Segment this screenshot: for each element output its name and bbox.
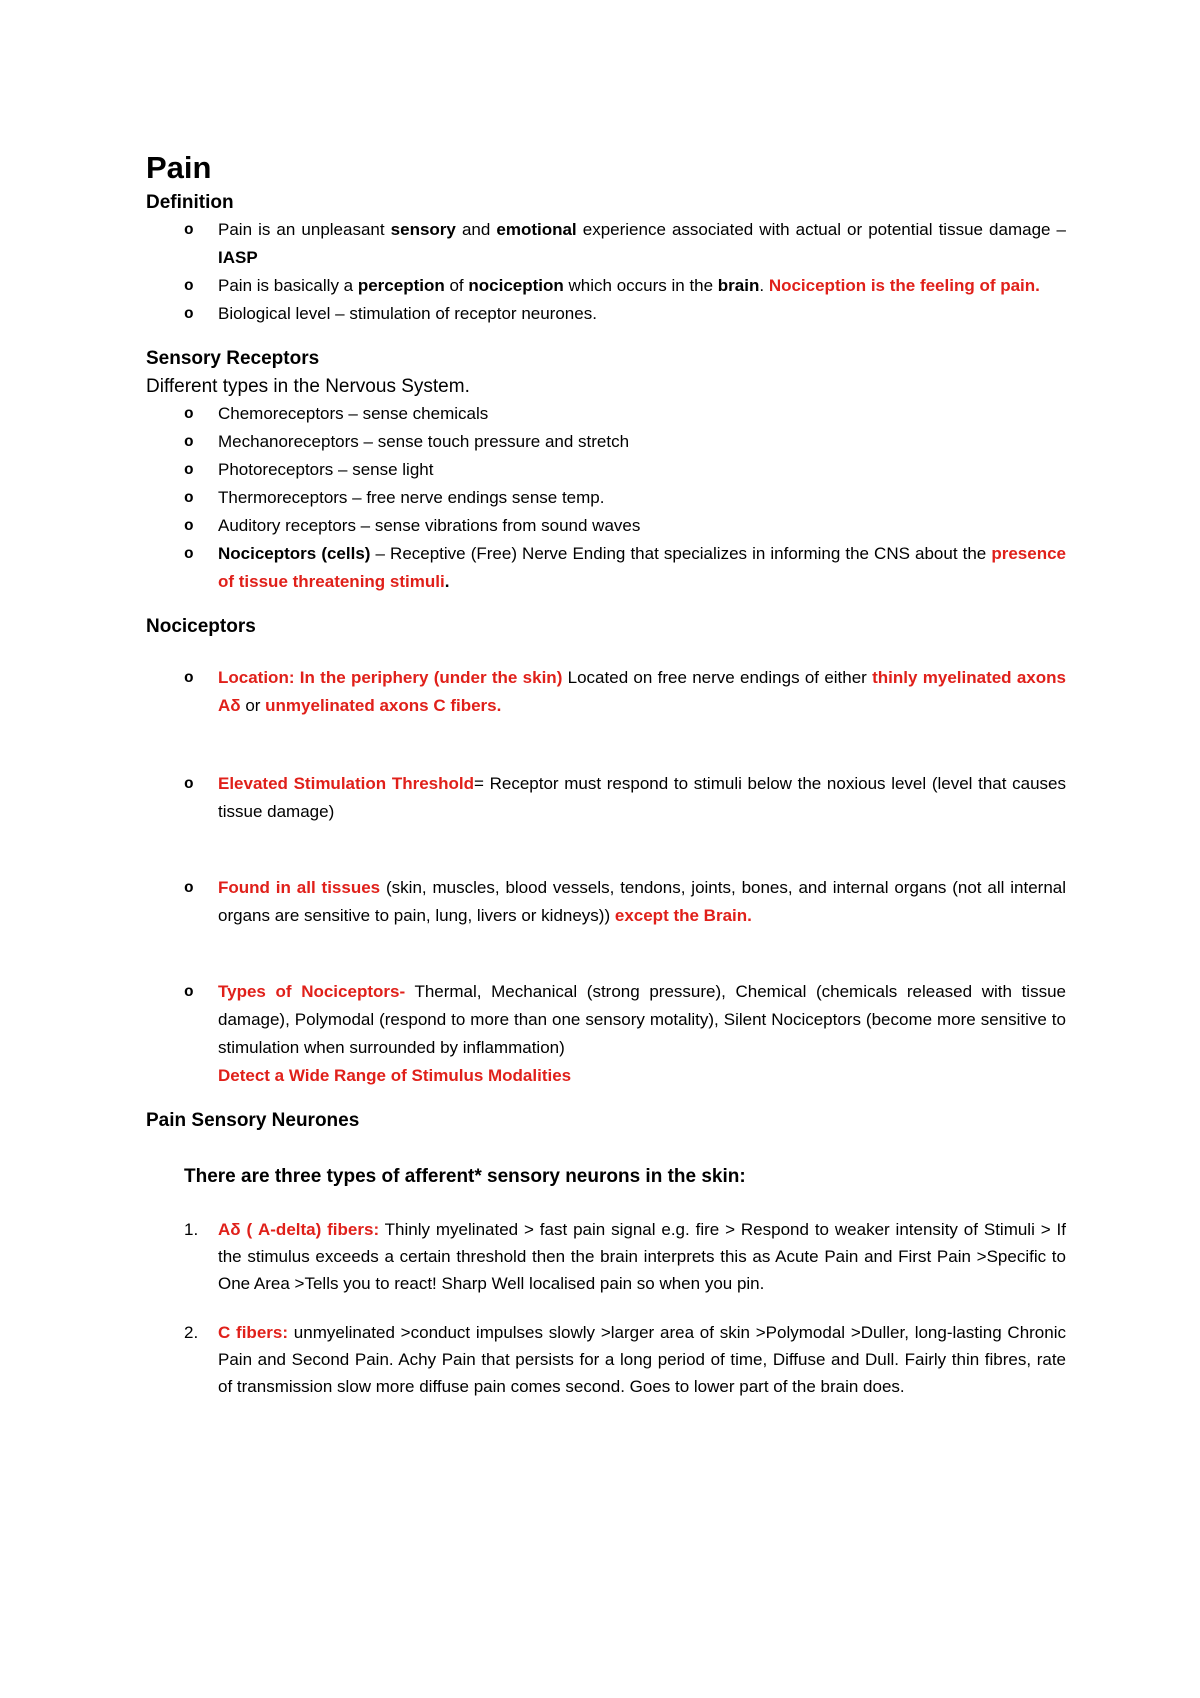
nociceptors-heading: Nociceptors (146, 616, 256, 637)
list-item: o Found in all tissues (skin, muscles, blood vessels, tendons, joints, bones, and internal organs (not all internal organs are sensitive to pain, lung, livers or kidneys)) except the Brain. (146, 874, 1066, 930)
list-item: o Photoreceptors – sense light (146, 456, 1066, 484)
list-item: o Pain is basically a perception of nociception which occurs in the brain. Nociception is the feeling of pain. (146, 272, 1066, 300)
list-item: o Nociceptors (cells) – Receptive (Free) Nerve Ending that specializes in informing the CNS about the presence of tissue threatening stimuli. (146, 540, 1066, 596)
document-page (146, 150, 1066, 1400)
definition-heading: Definition (146, 192, 234, 213)
list-item: 2. C fibers: unmyelinated >conduct impulses slowly >larger area of skin >Polymodal >Duller, long-lasting Chronic Pain and Second Pain. Achy Pain that persists for a long period of time, Diffuse and Dull. Fairly thin fibres, rate of transmission slow more diffuse pain comes second. Goes to lower part of the brain does. (184, 1323, 1066, 1396)
list-item: o Biological level – stimulation of receptor neurones. (146, 300, 1066, 328)
pain-sensory-neurones-heading: Pain Sensory Neurones (146, 1110, 360, 1131)
list-item: o Elevated Stimulation Threshold= Receptor must respond to stimuli below the noxious level (level that causes tissue damage) (146, 770, 1066, 826)
page-title: Pain (146, 150, 212, 185)
list-item: 1. Aδ ( A-delta) fibers: Thinly myelinated > fast pain signal e.g. fire > Respond to weaker intensity of Stimuli > If the stimulus exceeds a certain threshold then the brain interprets this as Acute Pain and First Pain >Specific to One Area >Tells you to react! Sharp Well localised pain so when you pin. (184, 1220, 1066, 1293)
list-item: o Auditory receptors – sense vibrations from sound waves (146, 512, 1066, 540)
fiber-types-list (146, 1216, 1066, 1400)
list-item: o Location: In the periphery (under the skin) Located on free nerve endings of either thinly myelinated axons Aδ or unmyelinated axons C fibers. (146, 664, 1066, 720)
list-item: o Thermoreceptors – free nerve endings sense temp. (146, 484, 1066, 512)
sensory-receptors-list (146, 400, 1066, 596)
list-item: o Chemoreceptors – sense chemicals (146, 400, 1066, 428)
pain-sensory-neurones-subheading: There are three types of afferent* sensory neurons in the skin: (184, 1166, 746, 1187)
list-item: o Types of Nociceptors- Thermal, Mechanical (strong pressure), Chemical (chemicals released with tissue damage), Polymodal (respond to more than one sensory motality), Silent Nociceptors (become more sensitive to stimulation when surrounded by inflammation) Detect a Wide Range of Stimulus Modalities (146, 978, 1066, 1090)
nociceptors-list (146, 664, 1066, 1090)
list-item: o Mechanoreceptors – sense touch pressure and stretch (146, 428, 1066, 456)
list-item: o Pain is an unpleasant sensory and emotional experience associated with actual or potential tissue damage – IASP (146, 216, 1066, 272)
definition-list (146, 216, 1066, 328)
sensory-receptors-heading: Sensory Receptors (146, 348, 320, 369)
sensory-receptors-subheading: Different types in the Nervous System. (146, 376, 470, 397)
